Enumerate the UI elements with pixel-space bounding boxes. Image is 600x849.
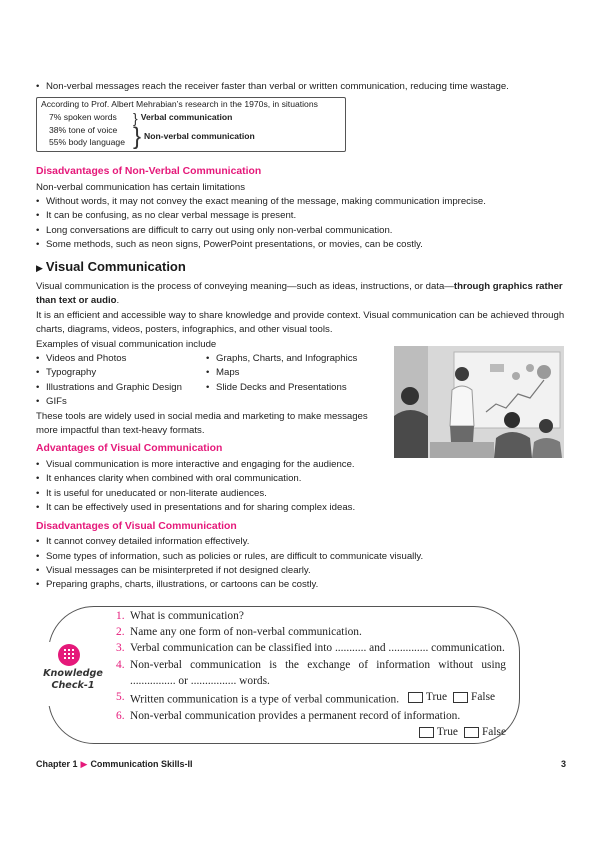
definition-end: .: [116, 295, 120, 307]
question-text-wrap: [130, 689, 506, 708]
true-checkbox[interactable]: [408, 692, 423, 703]
question-text: Written communication is a type of verbal communication.: [130, 693, 400, 706]
examples-list-right: [206, 352, 376, 410]
list-item: • It can be effectively used in presentations and for sharing complex ideas.: [36, 501, 566, 515]
visual-paragraph: These tools are widely used in social media and marketing to make messages more impactful than text-heavy formats.: [36, 410, 368, 436]
list-item: • Maps: [206, 366, 376, 380]
examples-list-left: [36, 352, 206, 410]
question-item: [116, 624, 506, 640]
visual-paragraph: It is an efficient and accessible way to share knowledge and provide context. Visual communication can be achieved through charts, diagrams, videos, posters, infographics, and other visual tools.: [36, 309, 565, 336]
page-number: 3: [560, 759, 566, 769]
list-item: • Visual messages can be misinterpreted if not designed clearly.: [36, 564, 566, 578]
research-box: [36, 97, 346, 152]
question-text: What is communication?: [130, 610, 244, 622]
section-heading: Advantages of Visual Communication: [36, 443, 223, 455]
list-item: • Videos and Photos: [36, 352, 206, 366]
list-item: • Non-verbal messages reach the receiver faster than verbal or written communication, reducing time wastage.: [36, 80, 566, 94]
list-item: • Illustrations and Graphic Design: [36, 381, 206, 395]
question-item: [116, 708, 506, 724]
intro-list: [36, 80, 566, 94]
list-item: • It can be confusing, as no clear verbal message is present.: [36, 209, 566, 223]
question-text: Name any one form of non-verbal communication.: [130, 626, 362, 639]
knowledge-grid-icon: [58, 644, 80, 666]
disadv-nonverbal-list: [36, 195, 566, 253]
false-checkbox[interactable]: [453, 692, 468, 703]
question-number: 4.: [116, 658, 125, 671]
list-item: • Preparing graphs, charts, illustrations, or cartoons can be costly.: [36, 578, 566, 592]
list-item: • Without words, it may not convey the exact meaning of the message, making communication imprecise.: [36, 195, 566, 209]
question-text: Verbal communication can be classified into ........... and .............. communication.: [130, 642, 505, 655]
list-item: • It enhances clarity when combined with oral communication.: [36, 472, 566, 486]
false-checkbox[interactable]: [464, 727, 479, 738]
knowledge-check: [43, 606, 518, 742]
section-intro: Non-verbal communication has certain limitations: [36, 181, 246, 193]
research-stat: 38% tone of voice: [49, 125, 118, 136]
question-number: 1.: [116, 610, 125, 622]
list-item: • Some types of information, such as policies or rules, are difficult to communicate visually.: [36, 550, 566, 564]
true-false-options: [413, 724, 506, 740]
question-item: [116, 689, 506, 708]
page-content: [36, 80, 566, 593]
visual-definition: [36, 280, 566, 309]
examples-columns: [36, 352, 376, 410]
list-item: • Some methods, such as neon signs, PowerPoint presentations, or movies, can be costly.: [36, 238, 566, 252]
section-heading: Disadvantages of Visual Communication: [36, 520, 237, 532]
question-item: [116, 657, 506, 689]
definition-emphasis: through graphics rather than text or audio: [36, 281, 563, 307]
disadv-visual-list: [36, 535, 566, 593]
adv-visual-list: [36, 458, 566, 516]
question-item: [116, 640, 506, 656]
section-title-text: Visual Communication: [45, 258, 186, 274]
page-footer: [36, 758, 566, 772]
question-text: Non-verbal communication provides a permanent record of information.: [130, 709, 461, 722]
true-checkbox[interactable]: [419, 727, 434, 738]
true-false-options: [402, 689, 495, 705]
knowledge-check-label: [38, 668, 108, 692]
question-number: 6.: [116, 709, 125, 722]
definition-text: Visual communication is the process of conveying meaning—such as ideas, instructions, or data—: [36, 281, 454, 293]
true-false-row: [116, 724, 506, 743]
list-item: • GIFs: [36, 395, 206, 409]
chapter-title: Communication Skills-II: [90, 759, 193, 769]
label-line: Knowledge: [43, 668, 103, 679]
presentation-illustration: [394, 346, 564, 458]
examples-intro: Examples of visual communication include: [36, 338, 217, 350]
research-category: Non-verbal communication: [144, 131, 255, 142]
list-item: • Typography: [36, 366, 206, 380]
section-title: [36, 257, 566, 277]
true-label: True: [436, 725, 458, 738]
triangle-right-icon: ▶: [80, 759, 88, 769]
list-item: • Graphs, Charts, and Infographics: [206, 352, 376, 366]
list-item: • It cannot convey detailed information effectively.: [36, 535, 566, 549]
knowledge-check-badge: [34, 642, 110, 706]
triangle-right-icon: ▶: [36, 262, 43, 273]
research-row-nonverbal: [41, 122, 341, 150]
footer-chapter: [36, 758, 192, 772]
research-stats: [41, 125, 133, 148]
question-item: [116, 608, 506, 624]
research-category: Verbal communication: [140, 112, 233, 123]
brace-icon: }: [133, 122, 142, 150]
question-number: 2.: [116, 626, 125, 639]
false-label: False: [481, 725, 506, 738]
list-item: • Slide Decks and Presentations: [206, 381, 376, 395]
question-number: 5.: [116, 690, 125, 703]
list-item: • Long conversations are difficult to carry out using only non-verbal communication.: [36, 224, 566, 238]
list-item: • Visual communication is more interactive and engaging for the audience.: [36, 458, 566, 472]
presentation-photo: [394, 346, 564, 458]
research-stat: 7% spoken words: [49, 112, 117, 123]
section-heading: Disadvantages of Non-Verbal Communication: [36, 165, 262, 177]
true-label: True: [425, 690, 448, 703]
research-stat: 55% body language: [49, 136, 125, 147]
question-text: Non-verbal communication is the exchange of information without using ................ or ................ words.: [130, 658, 506, 687]
list-item: • It is useful for uneducated or non-literate audiences.: [36, 487, 566, 501]
chapter-label: Chapter 1: [36, 759, 78, 769]
research-heading: According to Prof. Albert Mehrabian’s research in the 1970s, in situations: [41, 99, 318, 110]
question-number: 3.: [116, 642, 125, 655]
research-row-verbal: [41, 111, 341, 125]
brace-icon: }: [133, 109, 138, 126]
false-label: False: [471, 690, 496, 703]
label-line: Check-1: [51, 679, 95, 691]
question-list: [116, 608, 506, 743]
